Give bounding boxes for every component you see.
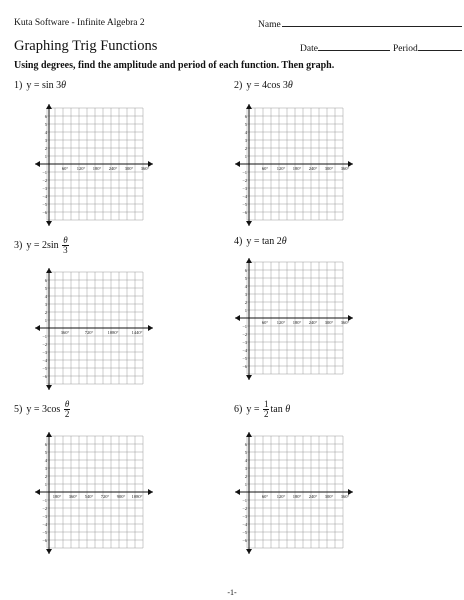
y-tick-label: −2 xyxy=(242,178,247,183)
y-tick-label: −2 xyxy=(42,506,47,511)
y-tick-label: 4 xyxy=(244,458,247,463)
y-tick-label: −1 xyxy=(242,324,247,329)
y-tick-label: −4 xyxy=(242,522,247,527)
y-tick-label: 5 xyxy=(44,122,47,127)
problem-function: tan xyxy=(270,403,283,415)
fraction-denominator: 2 xyxy=(64,409,70,419)
x-tick-label: 300° xyxy=(324,166,334,171)
x-tick-label: 60° xyxy=(261,494,269,499)
x-tick-label: 540° xyxy=(84,494,94,499)
y-tick-label: 1 xyxy=(244,154,247,159)
problem-5 xyxy=(14,400,71,419)
problem-6 xyxy=(234,400,290,419)
y-axis-arrow-down xyxy=(46,385,52,390)
y-axis-arrow-up xyxy=(246,258,252,263)
y-tick-label: −2 xyxy=(242,506,247,511)
x-axis-arrow-left xyxy=(35,489,40,495)
date-blank xyxy=(318,42,390,51)
y-tick-label: −3 xyxy=(42,186,47,191)
graph-4[interactable] xyxy=(233,258,363,380)
y-tick-label: −5 xyxy=(42,366,47,371)
y-tick-label: 2 xyxy=(44,146,47,151)
x-tick-label: 360° xyxy=(340,166,350,171)
fraction-denominator: 3 xyxy=(63,245,68,255)
y-tick-label: −6 xyxy=(242,364,247,369)
x-tick-label: 300° xyxy=(124,166,134,171)
x-tick-label: 240° xyxy=(308,320,318,325)
x-tick-label: 1440° xyxy=(131,330,143,335)
problem-number: 4) xyxy=(234,236,243,247)
x-tick-label: 180° xyxy=(292,166,302,171)
x-tick-label: 720° xyxy=(84,330,94,335)
x-tick-label: 180° xyxy=(52,494,62,499)
fraction xyxy=(62,236,69,255)
problem-equation: y = sin 3 xyxy=(26,80,62,91)
graph-6[interactable] xyxy=(233,432,363,554)
y-tick-label: 5 xyxy=(44,286,47,291)
fraction-numerator: θ xyxy=(63,235,68,245)
y-tick-label: 5 xyxy=(244,122,247,127)
problem-number: 2) xyxy=(234,80,243,91)
x-tick-label: 180° xyxy=(292,494,302,499)
theta-symbol: θ xyxy=(285,403,291,415)
x-tick-label: 300° xyxy=(324,320,334,325)
y-tick-label: 2 xyxy=(244,474,247,479)
y-tick-label: −6 xyxy=(242,210,247,215)
y-tick-label: 5 xyxy=(244,450,247,455)
y-tick-label: −3 xyxy=(242,514,247,519)
y-tick-label: 1 xyxy=(244,308,247,313)
x-tick-label: 120° xyxy=(276,494,286,499)
graph-5[interactable] xyxy=(33,432,157,554)
fraction-numerator: 1 xyxy=(263,399,269,409)
problem-3 xyxy=(14,236,70,255)
period-label: Period xyxy=(393,44,418,54)
y-tick-label: 6 xyxy=(44,442,47,447)
fraction xyxy=(263,400,270,419)
y-tick-label: −2 xyxy=(42,342,47,347)
y-tick-label: −6 xyxy=(42,538,47,543)
y-axis-arrow-down xyxy=(246,549,252,554)
x-tick-label: 120° xyxy=(276,320,286,325)
x-tick-label: 360° xyxy=(68,494,78,499)
y-tick-label: −6 xyxy=(42,210,47,215)
y-axis-arrow-down xyxy=(46,549,52,554)
period-blank xyxy=(418,42,462,51)
y-tick-label: −3 xyxy=(42,514,47,519)
x-axis-arrow-right xyxy=(148,325,153,331)
page-number: -1- xyxy=(227,588,237,597)
period-field xyxy=(393,42,462,54)
x-axis-arrow-left xyxy=(235,315,240,321)
x-tick-label: 720° xyxy=(100,494,110,499)
y-tick-label: −2 xyxy=(242,332,247,337)
problem-number: 6) xyxy=(234,403,243,415)
problem-number: 5) xyxy=(14,403,23,415)
y-tick-label: 5 xyxy=(244,276,247,281)
x-tick-label: 240° xyxy=(108,166,118,171)
y-tick-label: 6 xyxy=(44,114,47,119)
problem-equation: y = 2sin xyxy=(26,239,59,251)
problem-equation: y = 4cos 3 xyxy=(246,80,288,91)
x-axis-arrow-left xyxy=(235,489,240,495)
y-tick-label: 2 xyxy=(244,146,247,151)
x-axis-arrow-right xyxy=(148,489,153,495)
x-axis-arrow-left xyxy=(35,161,40,167)
x-tick-label: 180° xyxy=(292,320,302,325)
y-tick-label: 3 xyxy=(44,138,47,143)
x-tick-label: 360° xyxy=(340,320,350,325)
y-tick-label: −5 xyxy=(242,356,247,361)
x-tick-label: 360° xyxy=(340,494,350,499)
x-tick-label: 1080° xyxy=(131,494,143,499)
x-tick-label: 240° xyxy=(308,494,318,499)
y-tick-label: 6 xyxy=(244,114,247,119)
y-tick-label: −4 xyxy=(42,358,47,363)
y-tick-label: 6 xyxy=(44,278,47,283)
x-tick-label: 60° xyxy=(261,320,269,325)
y-tick-label: −6 xyxy=(42,374,47,379)
y-tick-label: 3 xyxy=(244,292,247,297)
y-tick-label: −4 xyxy=(242,194,247,199)
x-tick-label: 300° xyxy=(324,494,334,499)
y-tick-label: 4 xyxy=(244,284,247,289)
y-tick-label: −6 xyxy=(242,538,247,543)
y-tick-label: −5 xyxy=(242,530,247,535)
x-tick-label: 60° xyxy=(61,166,69,171)
fraction-numerator: θ xyxy=(64,399,70,409)
name-blank xyxy=(282,18,462,27)
y-tick-label: −1 xyxy=(242,498,247,503)
y-tick-label: −3 xyxy=(242,186,247,191)
problem-equation: y = xyxy=(246,403,262,415)
y-tick-label: −1 xyxy=(42,170,47,175)
x-tick-label: 120° xyxy=(76,166,86,171)
y-tick-label: 2 xyxy=(244,300,247,305)
x-axis-arrow-left xyxy=(235,161,240,167)
y-tick-label: 6 xyxy=(244,268,247,273)
y-tick-label: −3 xyxy=(42,350,47,355)
y-axis-arrow-up xyxy=(46,268,52,273)
x-tick-label: 900° xyxy=(116,494,126,499)
y-tick-label: −1 xyxy=(42,498,47,503)
x-axis-arrow-left xyxy=(35,325,40,331)
theta-symbol: θ xyxy=(281,236,287,247)
theta-symbol: θ xyxy=(287,80,293,91)
y-axis-arrow-down xyxy=(246,375,252,380)
y-axis-arrow-down xyxy=(46,221,52,226)
date-field xyxy=(300,42,390,54)
y-tick-label: −2 xyxy=(42,178,47,183)
name-label: Name xyxy=(258,20,281,30)
y-tick-label: 4 xyxy=(44,458,47,463)
y-tick-label: −4 xyxy=(42,522,47,527)
y-tick-label: −4 xyxy=(42,194,47,199)
y-tick-label: 1 xyxy=(44,482,47,487)
y-tick-label: 5 xyxy=(44,450,47,455)
y-tick-label: −5 xyxy=(242,202,247,207)
y-axis-arrow-down xyxy=(246,221,252,226)
y-tick-label: 4 xyxy=(44,294,47,299)
fraction-denominator: 2 xyxy=(263,409,269,419)
problem-4 xyxy=(234,236,287,247)
problem-2 xyxy=(234,80,293,91)
y-tick-label: 2 xyxy=(44,310,47,315)
y-tick-label: 1 xyxy=(244,482,247,487)
y-tick-label: −4 xyxy=(242,348,247,353)
name-field xyxy=(258,18,462,30)
y-axis-arrow-up xyxy=(46,432,52,437)
theta-symbol: θ xyxy=(61,80,67,91)
publisher-label: Kuta Software - Infinite Algebra 2 xyxy=(14,18,145,28)
y-tick-label: 1 xyxy=(44,154,47,159)
y-tick-label: 3 xyxy=(244,138,247,143)
y-tick-label: 4 xyxy=(244,130,247,135)
y-tick-label: 1 xyxy=(44,318,47,323)
x-tick-label: 1080° xyxy=(107,330,119,335)
problem-number: 1) xyxy=(14,80,23,91)
y-axis-arrow-up xyxy=(246,432,252,437)
x-tick-label: 120° xyxy=(276,166,286,171)
x-tick-label: 180° xyxy=(92,166,102,171)
problem-equation: y = 3cos xyxy=(26,403,61,415)
problem-1 xyxy=(14,80,66,91)
x-tick-label: 60° xyxy=(261,166,269,171)
y-tick-label: −1 xyxy=(42,334,47,339)
graph-2[interactable] xyxy=(233,104,363,226)
problem-number: 3) xyxy=(14,239,23,251)
worksheet-title: Graphing Trig Functions xyxy=(14,38,158,54)
y-tick-label: −5 xyxy=(42,530,47,535)
instructions: Using degrees, find the amplitude and period of each function. Then graph. xyxy=(14,60,335,71)
y-tick-label: 6 xyxy=(244,442,247,447)
y-axis-arrow-up xyxy=(246,104,252,109)
y-tick-label: −1 xyxy=(242,170,247,175)
fraction xyxy=(64,400,71,419)
graph-3[interactable] xyxy=(33,268,157,390)
y-tick-label: −3 xyxy=(242,340,247,345)
y-tick-label: 3 xyxy=(44,466,47,471)
y-tick-label: 2 xyxy=(44,474,47,479)
y-tick-label: 4 xyxy=(44,130,47,135)
y-tick-label: 3 xyxy=(44,302,47,307)
x-tick-label: 360° xyxy=(60,330,70,335)
y-tick-label: −5 xyxy=(42,202,47,207)
y-tick-label: 3 xyxy=(244,466,247,471)
x-tick-label: 240° xyxy=(308,166,318,171)
y-axis-arrow-up xyxy=(46,104,52,109)
x-tick-label: 360° xyxy=(140,166,150,171)
problem-equation: y = tan 2 xyxy=(246,236,282,247)
date-label: Date xyxy=(300,44,318,54)
graph-1[interactable] xyxy=(33,104,157,226)
